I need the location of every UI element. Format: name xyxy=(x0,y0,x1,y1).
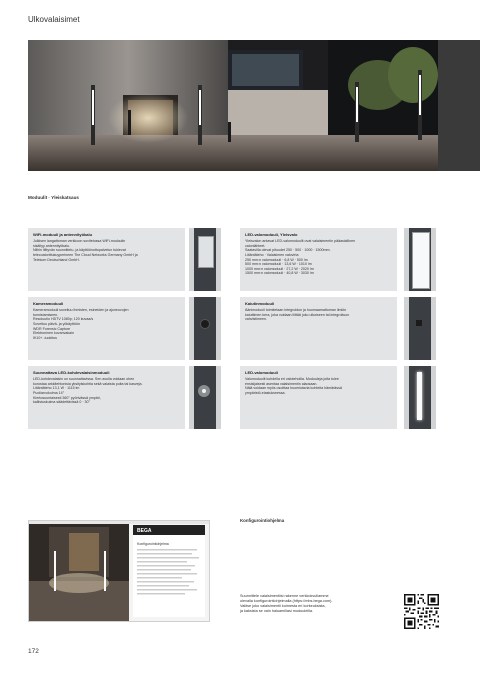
card-line: kaiuttimen kera, joka voidaan liittää joko ulkoiseen tai integroituun xyxy=(245,312,350,317)
card-line: IK10+ -luokitus xyxy=(33,335,57,340)
screenshot-heading: Konfigurointiohjelma xyxy=(137,542,169,546)
card-title: Kameramoduuli xyxy=(33,301,64,306)
card-title: Suunnattava LED-kohdevalaisinmoduuli xyxy=(33,370,110,375)
configurator-line: Valitse joko valaisimentii koimesta eri korkeuksista, xyxy=(240,604,326,609)
module-card-camera xyxy=(28,297,185,360)
configurator-title: Konfigurointiohjelma xyxy=(240,518,285,523)
module-card-led-general xyxy=(240,228,397,291)
card-line: Soveltuu päivä- ja yökäyttöön xyxy=(33,322,80,327)
section-title: Moduulit · Yleiskatsaus xyxy=(28,195,79,200)
configurator-screen-image xyxy=(29,521,209,621)
card-line: 500 mm:n valomoduuli · 13,6 W · 1010 lm xyxy=(245,262,312,267)
card-line: kallistuskulma säädettävissä 0 · 30° xyxy=(33,400,90,405)
card-line: Kiertosuuntaisesti 360° pyörivässä ympäri, xyxy=(33,395,101,400)
card-line: Valomoduulit kohdella eri valotehoilla. Moduuleja joita tulee xyxy=(245,377,339,382)
card-title: LED-valomoduuli xyxy=(245,370,278,375)
card-line: Äänimoduuli toimitetaan integroidun ja huomaamattoman ilmiön xyxy=(245,308,347,313)
led-general-module-image xyxy=(404,228,436,291)
card-line: Liitäntäteho 13,1 W · 1115 lm xyxy=(33,386,80,391)
card-line: tunnistamiseen. xyxy=(33,312,59,317)
card-title: Kaiutinmoduuli xyxy=(245,301,275,306)
card-line: Saatavilla olevat pituudet 250 · 500 · 1000 · 1500mm. xyxy=(245,248,331,253)
module-card-spotlight xyxy=(28,366,185,429)
spotlight-module-image xyxy=(189,366,221,429)
hero-edge-panel xyxy=(438,40,480,171)
led-module-image xyxy=(404,366,436,429)
configurator-line: olevalla konfigurointiohjelmalla (https://mbs.bega.com). xyxy=(240,599,333,604)
night-building-photo xyxy=(28,40,438,171)
card-line: vahvistimeen. xyxy=(245,317,267,322)
speaker-module-image xyxy=(404,297,436,360)
module-card-led xyxy=(240,366,397,429)
card-line: 250 mm:n valomoduuli · 6,8 W · 500 lm xyxy=(245,257,308,262)
module-card-speaker xyxy=(240,297,397,360)
configurator-line: Suunnittele valaisimentiisi rakenne verkkokvullamme xyxy=(240,594,329,598)
qr-code-icon xyxy=(404,594,439,629)
wifi-module-image xyxy=(189,228,221,291)
card-line: ympäristö-elastukseessa. xyxy=(245,391,286,396)
configurator-description xyxy=(240,594,332,615)
camera-module-image xyxy=(189,297,221,360)
card-line: sisältyy antennityökalu. xyxy=(33,243,70,248)
card-line: Niihin liittyvän suunnittelu- ja käyttöönottopalvelun tuklevat xyxy=(33,248,126,253)
page-number: 172 xyxy=(28,648,39,655)
configurator-screenshot xyxy=(28,520,210,622)
module-card-wifi xyxy=(28,228,185,291)
card-line: Puoliarvokulma 14° xyxy=(33,391,65,396)
hero-photo xyxy=(28,40,438,171)
card-line: Liitäntäteho · Valaisimen valovirta xyxy=(245,253,299,258)
card-line: Yleisvalon antavat LED-valomoduulit ovat valaisimentin pääasiallinen xyxy=(245,239,356,244)
card-line: Elektroninen kuvanvakain xyxy=(33,331,74,336)
card-line: korostaa arkkitehtonisia yksityiskohtia sekä valaista puita tai kasveja. xyxy=(33,381,143,386)
page-header-title: Ulkovalaisimet xyxy=(28,15,80,24)
card-title: LED-valomoduuli, Yleisvalo xyxy=(245,232,298,237)
qr-code[interactable] xyxy=(404,594,439,629)
card-line: Näiä voidaan myös osoittaa huomiotavia kohteita hämärässä xyxy=(245,386,342,391)
screenshot-logo: BEGA xyxy=(137,528,152,534)
card-line: 1500 mm:n valomoduuli · 40,8 W · 3030 lm xyxy=(245,271,314,276)
card-line: telecoatorittukuyperineen The Cloud Networks Germany GmbH ja xyxy=(33,253,138,258)
configurator-line: ja kaksista se vain haluamillasi moduuleilla. xyxy=(240,609,314,614)
card-line: LED-kohdevalaisin on suunnattavissa. Sen avulla voidaan ohen xyxy=(33,377,135,382)
card-line: Kameramoduuli soveltuu ihmisten, esineiden ja ajoneuvojen xyxy=(33,308,129,313)
card-line: Resoluutio HDTV 1080p; 120 kuvaa/s xyxy=(33,317,94,322)
card-line: valonlähteet. xyxy=(245,243,266,248)
card-line: Julkisen langattoman verkkoon sovitetussa WiFi-moduulin xyxy=(33,239,126,244)
card-line: Telekom Deutschland GmbH. xyxy=(33,257,80,262)
card-line: WDR Forensic Capture xyxy=(33,326,71,331)
card-line: ensisijaisesti asentaa valaisimentin alaosaan. xyxy=(245,381,318,386)
card-line: 1000 mm:n valomoduuli · 27,2 W · 2020 lm xyxy=(245,266,314,271)
card-title: WiFi-moduuli ja antennityökalu xyxy=(33,232,93,237)
